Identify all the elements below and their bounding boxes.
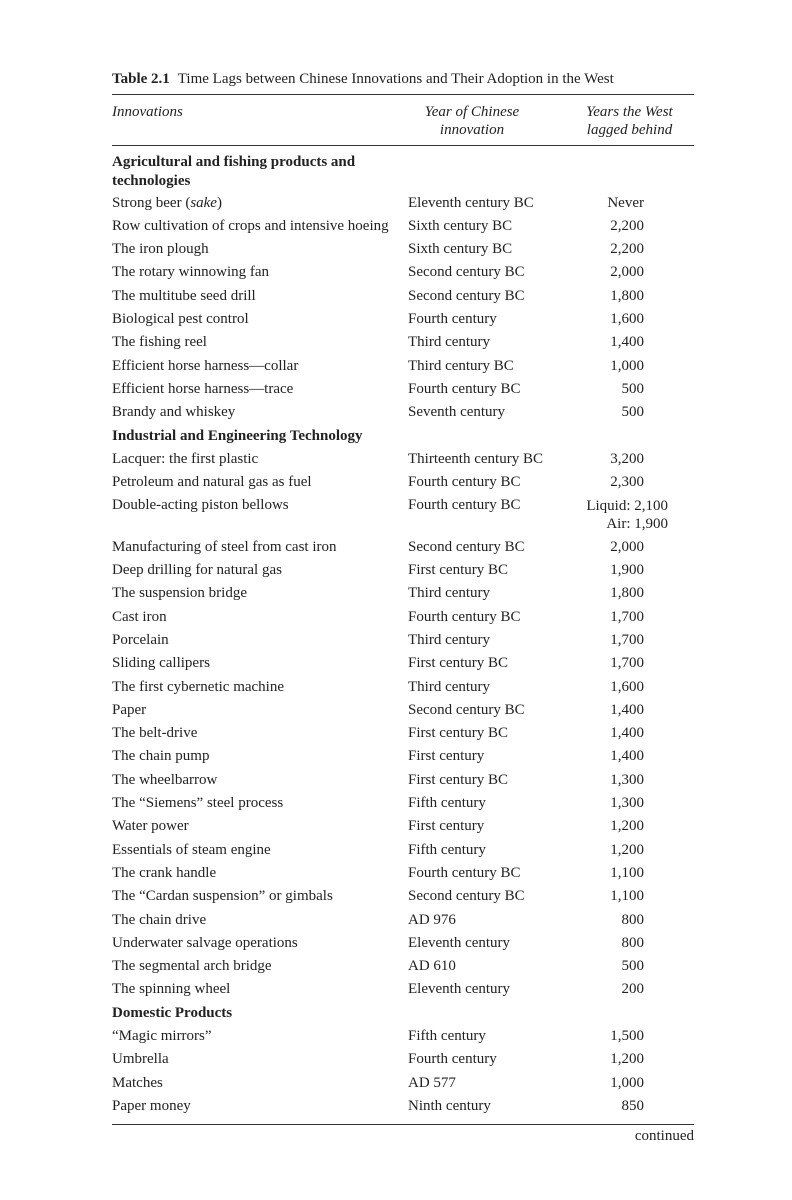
table-title: Time Lags between Chinese Innovations and Their Adoption in the West	[177, 71, 614, 87]
table-number: Table 2.1	[112, 71, 170, 87]
innovation-name: Biological pest control	[112, 311, 249, 328]
innovation-year: Fifth century	[408, 1027, 486, 1044]
innovation-name: The chain pump	[112, 748, 210, 765]
west-lag-value: 1,300	[610, 771, 644, 788]
west-lag-value: 1,700	[610, 608, 644, 625]
section-heading	[112, 153, 694, 195]
west-lag-value: 1,800	[610, 287, 644, 304]
west-lag-value: 500	[621, 958, 644, 975]
west-lag-value: 1,900	[610, 562, 644, 579]
west-lag	[610, 311, 644, 328]
innovation-name: The fishing reel	[112, 334, 207, 351]
west-lag	[610, 264, 644, 281]
table-row	[112, 702, 694, 725]
innovation-name-italic: sake	[190, 194, 217, 211]
innovation-name: Row cultivation of crops and intensive hoeing	[112, 217, 389, 234]
table-row	[112, 888, 694, 911]
table-row	[112, 865, 694, 888]
west-lag	[610, 241, 644, 258]
west-lag-value: 500	[621, 380, 644, 397]
innovation-year: Second century BC	[408, 287, 525, 304]
innovation-year: Fourth century	[408, 311, 497, 328]
innovation-name: The suspension bridge	[112, 585, 247, 602]
innovation-name: The iron plough	[112, 241, 209, 258]
table-row	[112, 404, 694, 427]
innovation-name: The segmental arch bridge	[112, 958, 272, 975]
innovation-year: First century BC	[408, 562, 508, 579]
innovation-year: Third century BC	[408, 357, 514, 374]
innovation-name: Cast iron	[112, 608, 167, 625]
innovation-year: First century	[408, 748, 485, 765]
west-lag-value: 1,000	[610, 357, 644, 374]
west-lag	[610, 842, 644, 859]
table-row	[112, 725, 694, 748]
west-lag-value: 1,400	[610, 748, 644, 765]
west-lag	[610, 451, 644, 468]
innovation-name: The multitube seed drill	[112, 287, 256, 304]
west-lag-value: Liquid: 2,100	[586, 498, 668, 515]
innovation-year: Sixth century BC	[408, 217, 513, 234]
west-lag	[610, 772, 644, 789]
west-lag	[610, 334, 644, 351]
innovation-name: Efficient horse harness—collar	[112, 357, 299, 374]
innovation-name: Essentials of steam engine	[112, 841, 271, 858]
table-row	[112, 818, 694, 841]
west-lag	[622, 912, 645, 929]
west-lag-value: Never	[607, 194, 644, 211]
header-rule	[112, 145, 694, 146]
bottom-rule	[112, 1124, 694, 1125]
table-row	[112, 562, 694, 585]
west-lag-value: 1,200	[610, 841, 644, 858]
table-row	[112, 311, 694, 334]
innovation-year: AD 976	[408, 911, 456, 928]
west-lag-value: 2,200	[610, 217, 644, 234]
innovation-name: The “Cardan suspension” or gimbals	[112, 888, 333, 905]
innovation-name: The belt-drive	[112, 725, 198, 742]
section-heading	[112, 428, 694, 451]
innovation-name: Sliding callipers	[112, 655, 210, 672]
innovation-year: Second century BC	[408, 888, 525, 905]
west-lag	[607, 195, 644, 212]
west-lag-value: 2,200	[610, 241, 644, 258]
section-heading	[112, 1005, 694, 1028]
west-lag	[610, 632, 644, 649]
west-lag-value: 1,200	[610, 818, 644, 835]
innovation-name: Matches	[112, 1074, 163, 1091]
table-row	[112, 1028, 694, 1051]
west-lag	[610, 1075, 644, 1092]
west-lag-value: 1,800	[610, 585, 644, 602]
table-row	[112, 288, 694, 311]
west-lag	[610, 1051, 644, 1068]
west-lag-value-2: Air: 1,900	[606, 516, 668, 533]
table-row	[112, 1098, 694, 1121]
west-lag	[610, 1028, 644, 1045]
table-row	[112, 842, 694, 865]
table-row	[112, 1051, 694, 1074]
continued-note: continued	[634, 1128, 694, 1144]
innovation-year: Seventh century	[408, 404, 506, 421]
west-lag	[610, 865, 644, 882]
innovation-name: “Magic mirrors”	[112, 1027, 212, 1044]
west-lag-value: 2,000	[610, 538, 644, 555]
table-row	[112, 195, 694, 218]
west-lag-value: 200	[621, 981, 644, 998]
innovation-year: Fourth century BC	[408, 608, 521, 625]
table-row	[112, 264, 694, 287]
innovation-year: First century BC	[408, 655, 508, 672]
west-lag	[622, 981, 645, 998]
innovation-year: Second century BC	[408, 701, 525, 718]
innovation-year: Ninth century	[408, 1097, 491, 1114]
innovation-year: Eleventh century	[408, 981, 511, 998]
innovation-name: Double-acting piston bellows	[112, 497, 289, 514]
west-lag-value: 1,300	[610, 795, 644, 812]
innovation-year: First century BC	[408, 725, 508, 742]
table-caption	[112, 71, 614, 88]
innovation-year: AD 610	[408, 958, 456, 975]
west-lag-value: 850	[621, 1097, 644, 1114]
innovation-name: Paper money	[112, 1097, 191, 1114]
west-lag-value: 2,000	[610, 264, 644, 281]
west-lag	[610, 358, 644, 375]
west-lag	[622, 958, 645, 975]
innovation-name: Water power	[112, 818, 189, 835]
innovation-year: Fifth century	[408, 841, 486, 858]
table-row	[112, 451, 694, 474]
west-lag-value: 1,500	[610, 1027, 644, 1044]
west-lag	[610, 655, 644, 672]
west-lag	[610, 725, 644, 742]
innovation-year: Eleventh century	[408, 934, 511, 951]
innovation-name: The “Siemens” steel process	[112, 795, 284, 812]
innovation-year: Thirteenth century BC	[408, 450, 543, 467]
table-body	[112, 153, 694, 1121]
header-year: Year of Chinese innovation	[424, 104, 520, 138]
section-title: Domestic Products	[112, 1004, 233, 1021]
section-title: Agricultural and fishing products and	[112, 154, 356, 170]
west-lag-value: 1,700	[610, 631, 644, 648]
west-lag	[610, 562, 644, 579]
innovation-name: The chain drive	[112, 911, 207, 928]
west-lag	[610, 888, 644, 905]
innovation-year: Second century BC	[408, 264, 525, 281]
innovation-year: Third century	[408, 585, 491, 602]
table-row	[112, 218, 694, 241]
innovation-year: Fourth century BC	[408, 380, 521, 397]
west-lag-value: 1,100	[610, 864, 644, 881]
innovation-name: Lacquer: the first plastic	[112, 450, 259, 467]
west-lag	[622, 404, 645, 421]
west-lag-value: 1,700	[610, 655, 644, 672]
table-row	[112, 981, 694, 1004]
innovation-year: Fourth century	[408, 1051, 497, 1068]
innovation-year: Sixth century BC	[408, 241, 513, 258]
innovation-year: Second century BC	[408, 538, 525, 555]
innovation-name: Underwater salvage operations	[112, 934, 298, 951]
west-lag	[610, 609, 644, 626]
innovation-name: Petroleum and natural gas as fuel	[112, 474, 312, 491]
innovation-year: First century BC	[408, 771, 508, 788]
west-lag	[610, 679, 644, 696]
west-lag-value: 1,200	[610, 1051, 644, 1068]
innovation-year: Fifth century	[408, 795, 486, 812]
innovation-name: Strong beer (sake)	[112, 194, 222, 211]
west-lag-value: 1,400	[610, 334, 644, 351]
innovation-name: Umbrella	[112, 1051, 169, 1068]
innovation-year: AD 577	[408, 1074, 456, 1091]
header-lag: Years the West lagged behind	[586, 104, 673, 138]
west-lag-value: 500	[621, 404, 644, 421]
innovation-year: Third century	[408, 631, 491, 648]
west-lag	[622, 1098, 645, 1115]
innovation-name: The wheelbarrow	[112, 771, 218, 788]
innovation-year: Third century	[408, 334, 491, 351]
table-row	[112, 497, 694, 538]
innovation-name: The first cybernetic machine	[112, 678, 285, 695]
innovation-name: The crank handle	[112, 864, 217, 881]
west-lag	[610, 288, 644, 305]
innovation-name: Brandy and whiskey	[112, 404, 236, 421]
innovation-name: Porcelain	[112, 631, 169, 648]
innovation-name: The rotary winnowing fan	[112, 264, 270, 281]
innovation-name: Deep drilling for natural gas	[112, 562, 282, 579]
west-lag-value: 1,600	[610, 678, 644, 695]
table-row	[112, 241, 694, 264]
west-lag-value: 2,300	[610, 474, 644, 491]
table-row	[112, 795, 694, 818]
table-row	[112, 539, 694, 562]
table-row	[112, 958, 694, 981]
top-rule	[112, 94, 694, 95]
table-row	[112, 474, 694, 497]
innovation-year: Fourth century BC	[408, 474, 521, 491]
west-lag	[610, 795, 644, 812]
section-title: Industrial and Engineering Technology	[112, 427, 363, 444]
table-row	[112, 772, 694, 795]
innovation-name: The spinning wheel	[112, 981, 231, 998]
section-title-cont: technologies	[112, 173, 191, 189]
innovation-name: Paper	[112, 701, 147, 718]
table-row	[112, 748, 694, 771]
west-lag-value: 1,400	[610, 725, 644, 742]
table-row	[112, 381, 694, 404]
west-lag	[610, 818, 644, 835]
west-lag-value: 800	[621, 911, 644, 928]
table-row	[112, 358, 694, 381]
innovation-year: Eleventh century BC	[408, 194, 534, 211]
west-lag	[622, 935, 645, 952]
west-lag	[610, 474, 644, 491]
west-lag-value: 1,100	[610, 888, 644, 905]
header-innovations: Innovations	[112, 104, 183, 120]
west-lag	[610, 585, 644, 602]
table-row	[112, 935, 694, 958]
table-row	[112, 679, 694, 702]
table-row	[112, 585, 694, 608]
innovation-year: Fourth century BC	[408, 864, 521, 881]
west-lag	[622, 381, 645, 398]
innovation-year: Third century	[408, 678, 491, 695]
innovation-year: Fourth century BC	[408, 497, 521, 514]
table-row	[112, 655, 694, 678]
innovation-year: First century	[408, 818, 485, 835]
west-lag-value: 1,000	[610, 1074, 644, 1091]
table-row	[112, 912, 694, 935]
west-lag-value: 800	[621, 934, 644, 951]
west-lag	[610, 748, 644, 765]
table-row	[112, 609, 694, 632]
table-row	[112, 1075, 694, 1098]
west-lag	[610, 539, 644, 556]
innovation-name: Manufacturing of steel from cast iron	[112, 538, 337, 555]
west-lag-value: 1,400	[610, 701, 644, 718]
innovation-name: Efficient horse harness—trace	[112, 380, 294, 397]
west-lag-value: 1,600	[610, 311, 644, 328]
table-row	[112, 632, 694, 655]
west-lag	[586, 497, 668, 533]
west-lag	[610, 218, 644, 235]
table-row	[112, 334, 694, 357]
west-lag-value: 3,200	[610, 450, 644, 467]
west-lag	[610, 702, 644, 719]
